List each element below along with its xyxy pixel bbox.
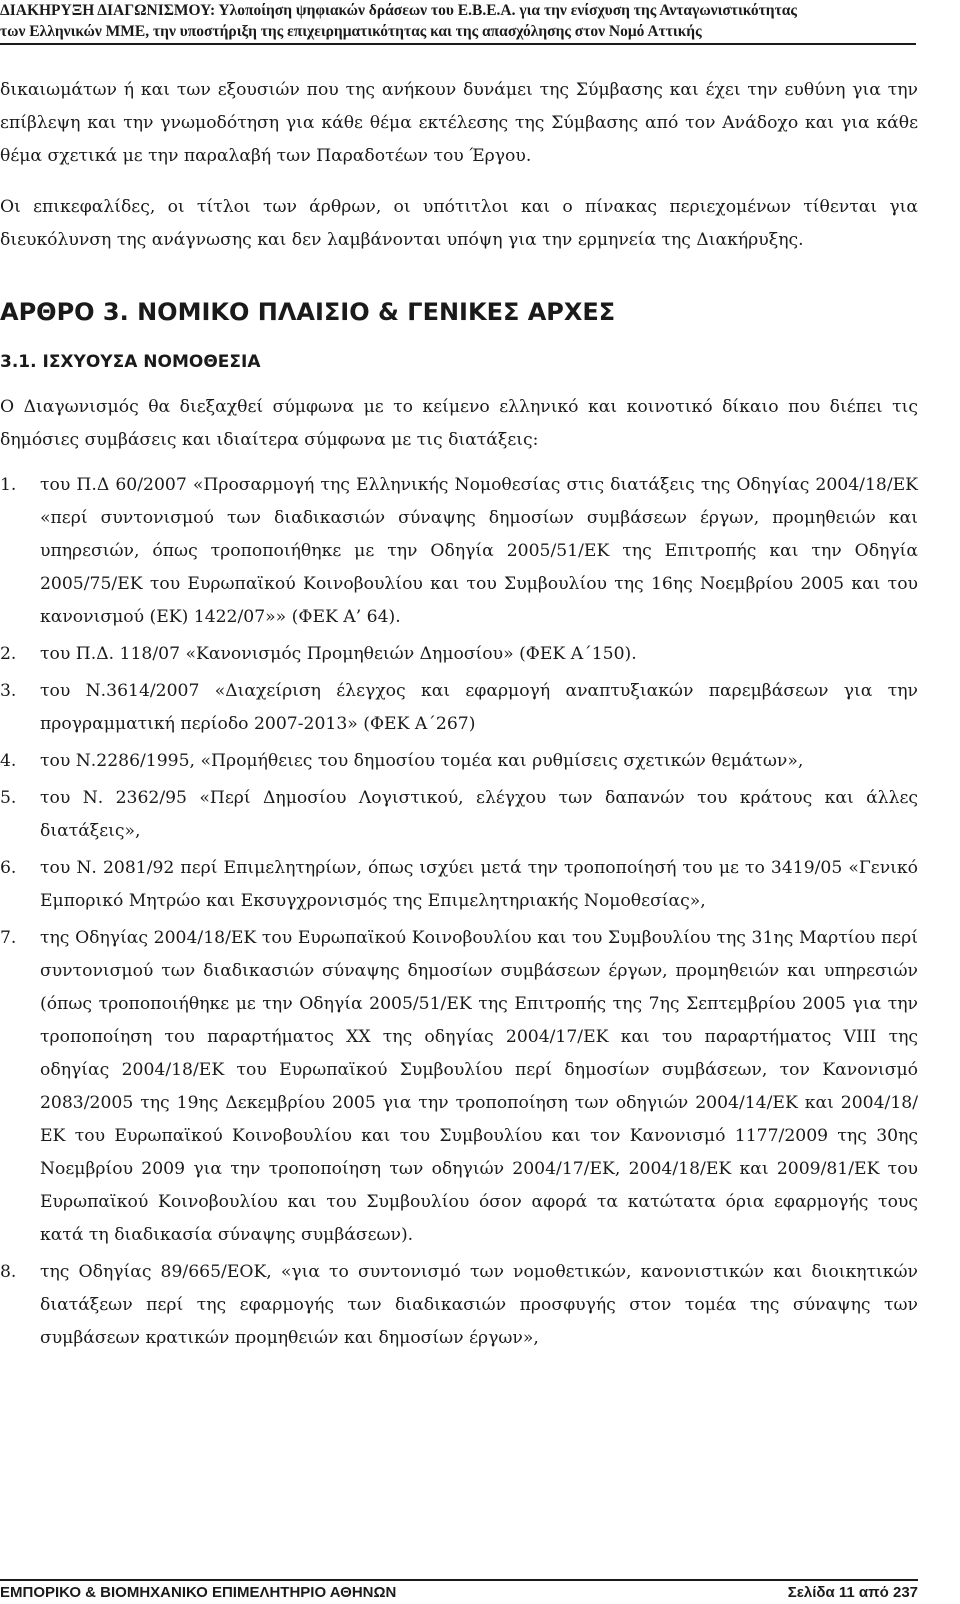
page-header (0, 0, 916, 45)
list-item-number: 2. (0, 644, 17, 664)
legislation-list (0, 469, 918, 1355)
list-item-number: 4. (0, 751, 17, 771)
list-item-text: της Οδηγίας 2004/18/ΕΚ του Ευρωπαϊκού Κοινοβουλίου και του Συμβουλίου της 31ης Μαρτίου περί συντονισμού των διαδικασιών σύναψης δημοσίων συμβάσεων έργων, προμηθειών και υπηρεσιών (όπως τροποποιήθηκε με την Οδηγία 2005/51/ΕΚ της Επιτροπής της 7ης Σεπτεμβρίου 2005 για την τροποποίηση του παραρτήματος ΧΧ της οδηγίας 2004/17/ΕΚ και του παραρτήματος VIII της οδηγίας 2004/18/ΕΚ του Ευρωπαϊκού Συμβουλίου περί δημοσίων συμβάσεων, τον Κανονισμό 2083/2005 της 19ης Δεκεμβρίου 2005 για την τροποποίηση των οδηγιών 2004/14/ΕΚ και 2004/18/ΕΚ του Ευρωπαϊκού Κοινοβουλίου και του Συμβουλίου και τον Κανονισμό 1177/2009 της 30ης Νοεμβρίου 2009 για την τροποποίηση των οδηγιών 2004/17/ΕΚ, 2004/18/ΕΚ και 2009/81/ΕΚ του Ευρωπαϊκού Κοινοβουλίου και του Συμβουλίου όσον αφορά τα κατώτατα όρια εφαρμογής τους κατά τη διαδικασία σύναψης συμβάσεων). (40, 928, 918, 1245)
list-item-number: 3. (0, 681, 17, 701)
list-item (0, 675, 918, 741)
paragraph-legal-framework-intro: Ο Διαγωνισμός θα διεξαχθεί σύμφωνα με το κείμενο ελληνικό και κοινοτικό δίκαιο που διέπει τις δημόσιες συμβάσεις και ιδιαίτερα σύμφωνα με τις διατάξεις: (0, 397, 918, 450)
list-item-number: 6. (0, 858, 17, 878)
list-item (0, 638, 918, 671)
list-item-text: του Π.Δ 60/2007 «Προσαρμογή της Ελληνικής Νομοθεσίας στις διατάξεις της Οδηγίας 2004/18/ΕΚ «περί συντονισμού των διαδικασιών σύναψης δημοσίων συμβάσεων έργων, προμηθειών και υπηρεσιών, όπως τροποποιήθηκε με την Οδηγία 2005/51/ΕΚ της Επιτροπής και την Οδηγία 2005/75/ΕΚ του Ευρωπαϊκού Κοινοβουλίου και του Συμβουλίου της 16ης Νοεμβρίου 2005 και του κανονισμού (ΕΚ) 1422/07»» (ΦΕΚ Α’ 64). (40, 475, 918, 627)
page-footer (0, 1579, 918, 1604)
list-item-text: του Ν.3614/2007 «Διαχείριση έλεγχος και εφαρμογή αναπτυξιακών παρεμβάσεων για την προγραμματική περίοδο 2007-2013» (ΦΕΚ Α΄267) (40, 681, 918, 734)
page-number: Σελίδα 11 από 237 (787, 1584, 918, 1601)
paragraph-contract-supervision: δικαιωμάτων ή και των εξουσιών που της ανήκουν δυνάμει της Σύμβασης και έχει την ευθύνη για την επίβλεψη και την γνωμοδότηση για κάθε θέμα εκτέλεσης της Σύμβασης από τον Ανάδοχο και για κάθε θέμα σχετικά με την παραλαβή των Παραδοτέων του Έργου. (0, 80, 918, 166)
document-body (0, 74, 918, 1359)
list-item-number: 1. (0, 475, 17, 495)
list-item-number: 5. (0, 788, 17, 808)
list-item-text: του Ν. 2081/92 περί Επιμελητηρίων, όπως ισχύει μετά την τροποποίησή του με το 3419/05 «Γενικό Εμπορικό Μητρώο και Εκσυγχρονισμός της Επιμελητηριακής Νομοθεσίας», (40, 858, 918, 911)
list-item-text: του Ν. 2362/95 «Περί Δημοσίου Λογιστικού, ελέγχου των δαπανών του κράτους και άλλες διατάξεις», (40, 788, 918, 841)
list-item (0, 469, 918, 634)
list-item-text: του Π.Δ. 118/07 «Κανονισμός Προμηθειών Δημοσίου» (ΦΕΚ Α΄150). (40, 644, 637, 664)
header-title-line-2: των Ελληνικών ΜΜΕ, την υποστήριξη της επιχειρηματικότητας και της απασχόλησης στον Νομό Αττικής (0, 23, 702, 40)
list-item (0, 1256, 918, 1355)
header-title-line-1: ΔΙΑΚΗΡΥΞΗ ΔΙΑΓΩΝΙΣΜΟΥ: Υλοποίηση ψηφιακών δράσεων του Ε.Β.Ε.Α. για την ενίσχυση της Ανταγωνιστικότητας (0, 2, 797, 19)
list-item-text: της Οδηγίας 89/665/ΕΟΚ, «για το συντονισμό των νομοθετικών, κανονιστικών και διοικητικών διατάξεων περί της εφαρμογής των διαδικασιών προσφυγής στον τομέα της σύναψης των συμβάσεων κρατικών προμηθειών και δημοσίων έργων», (40, 1262, 918, 1348)
list-item-number: 8. (0, 1262, 17, 1282)
footer-organization: ΕΜΠΟΡΙΚΟ & ΒΙΟΜΗΧΑΝΙΚΟ ΕΠΙΜΕΛΗΤΗΡΙΟ ΑΘΗΝΩΝ (0, 1584, 397, 1601)
list-item (0, 745, 918, 778)
list-item (0, 922, 918, 1252)
list-item-number: 7. (0, 928, 17, 948)
section-subheading: 3.1. ΙΣΧΥΟΥΣΑ ΝΟΜΟΘΕΣΙΑ (0, 352, 261, 372)
list-item (0, 782, 918, 848)
article-heading: ΑΡΘΡΟ 3. ΝΟΜΙΚΟ ΠΛΑΙΣΙΟ & ΓΕΝΙΚΕΣ ΑΡΧΕΣ (0, 298, 616, 326)
list-item (0, 852, 918, 918)
list-item-text: του Ν.2286/1995, «Προμήθειες του δημοσίου τομέα και ρυθμίσεις σχετικών θεμάτων», (40, 751, 804, 771)
paragraph-headings-note: Οι επικεφαλίδες, οι τίτλοι των άρθρων, οι υπότιτλοι και ο πίνακας περιεχομένων τίθενται για διευκόλυνση της ανάγνωσης και δεν λαμβάνονται υπόψη για την ερμηνεία της Διακήρυξης. (0, 197, 918, 250)
